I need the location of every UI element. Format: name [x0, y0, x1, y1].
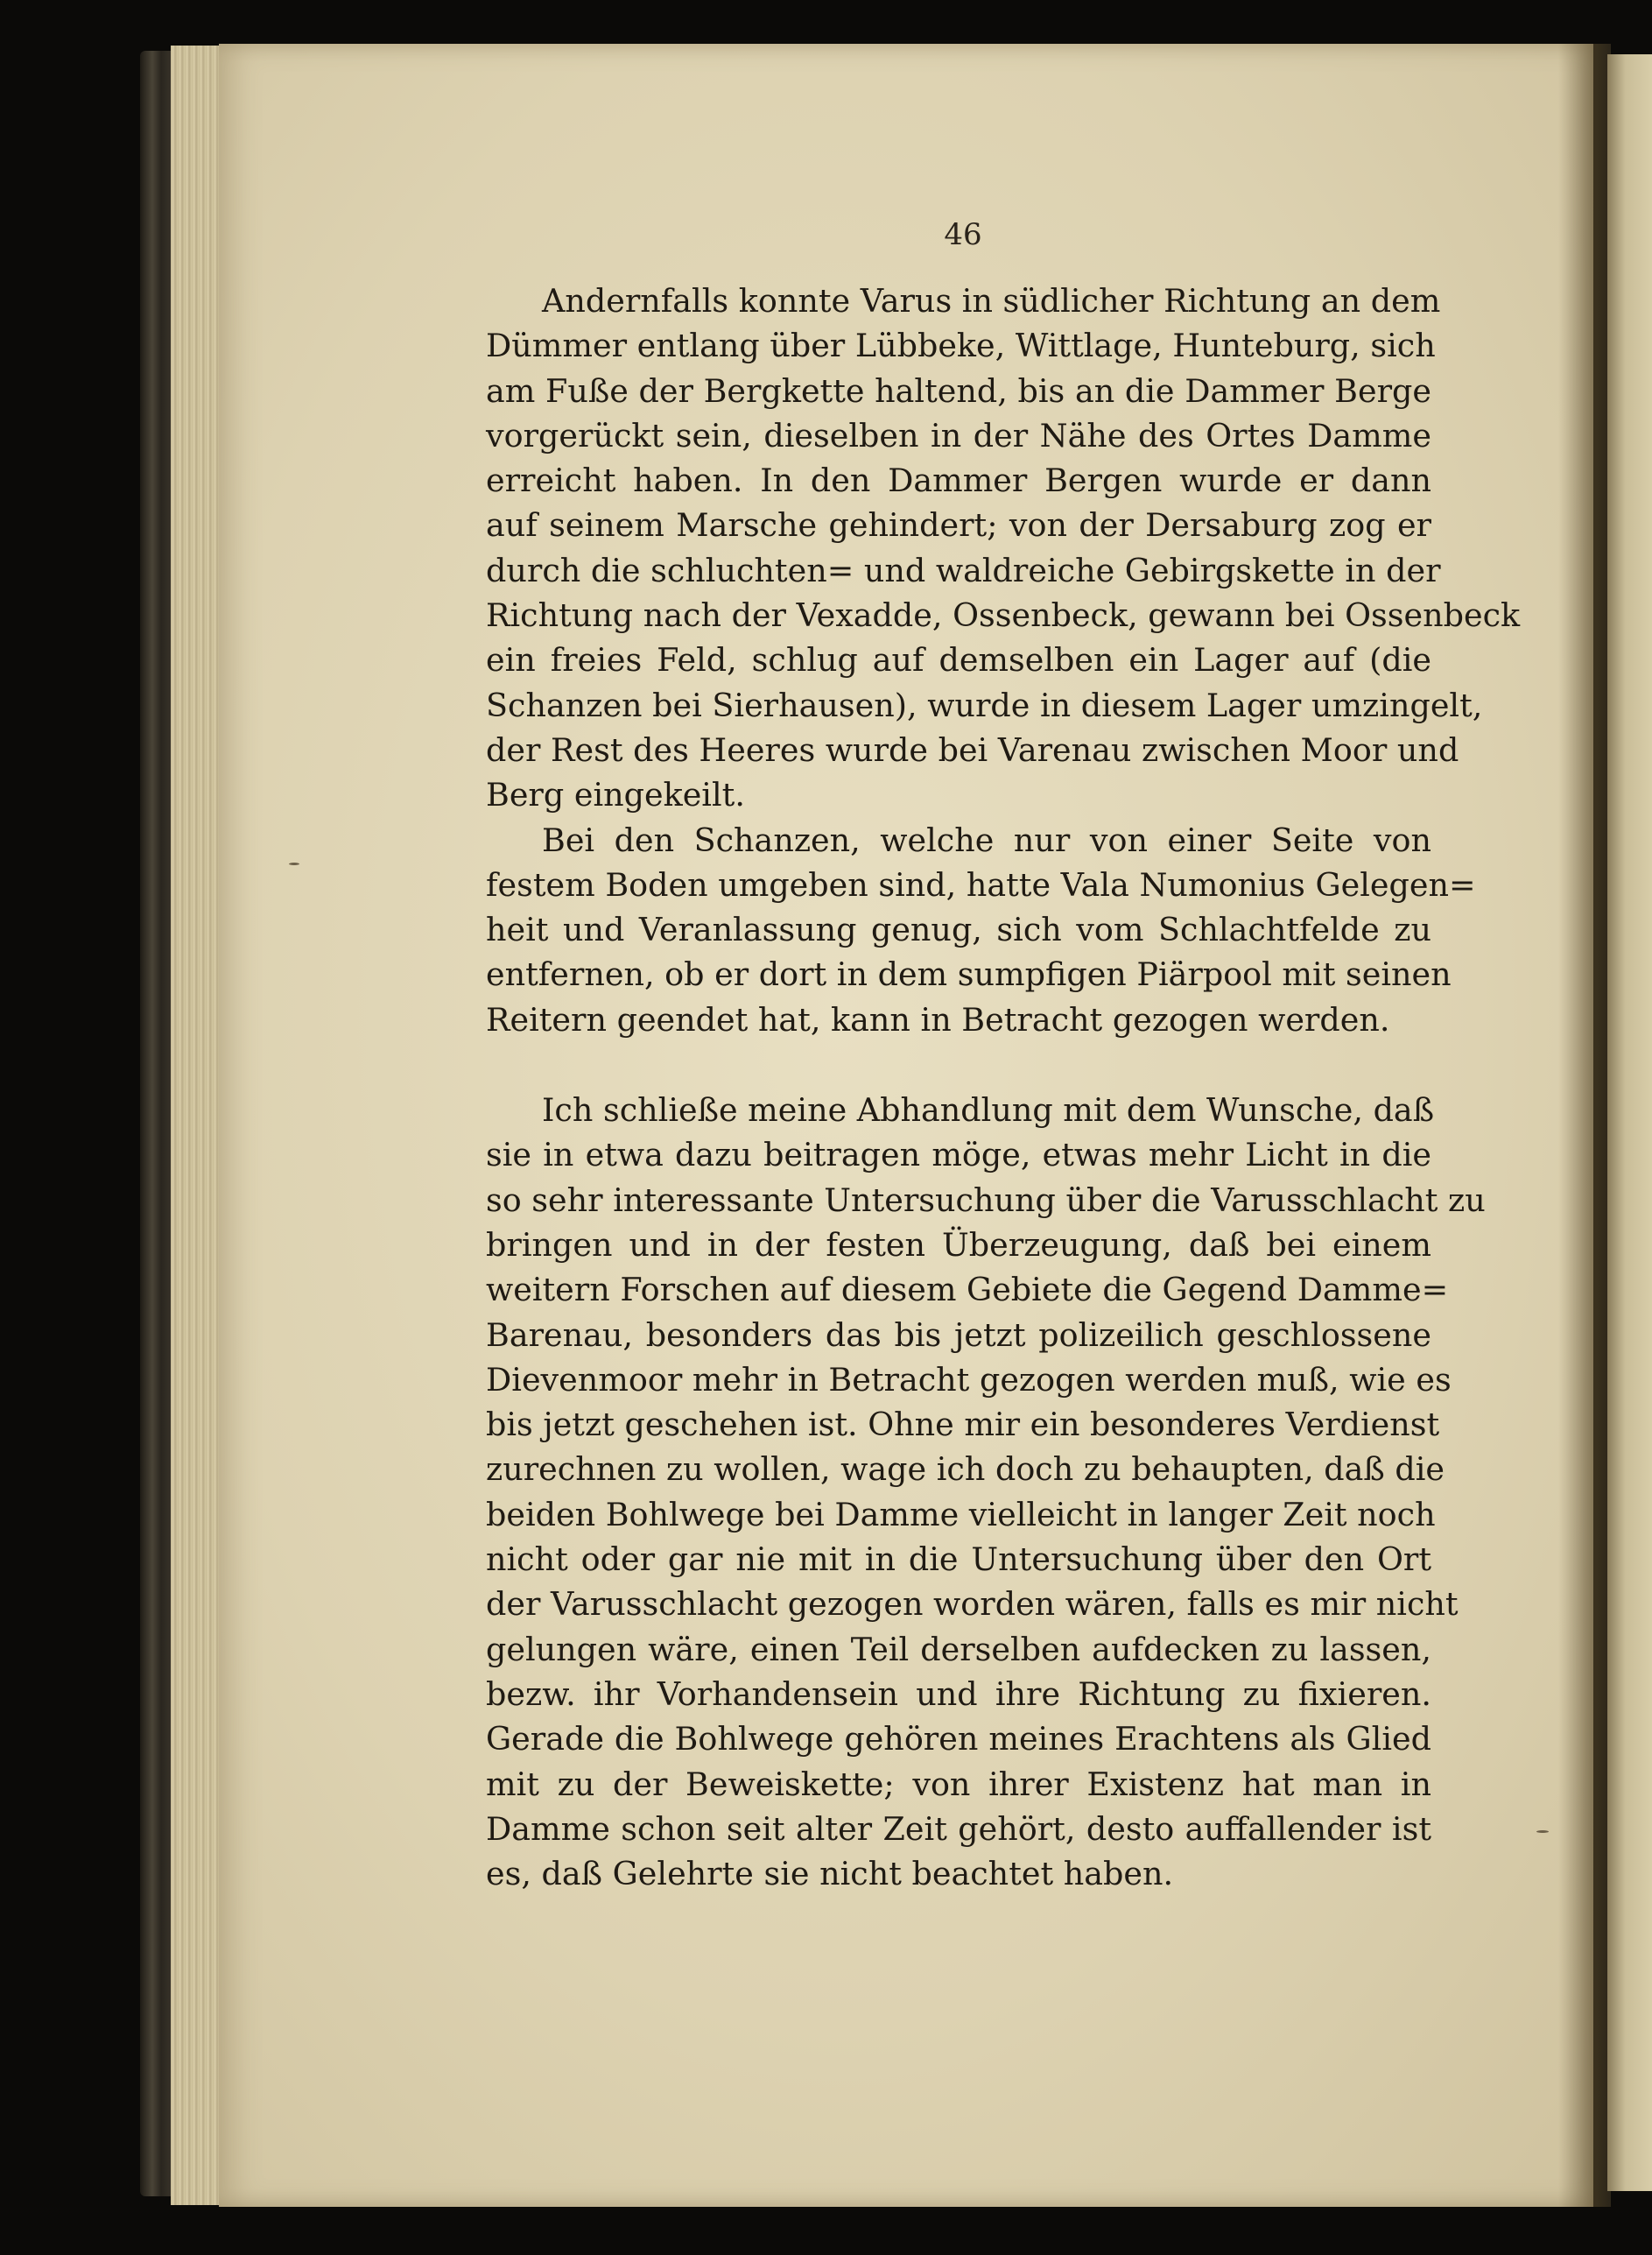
text-line: Dümmer entlang über Lübbeke, Wittlage, Hunteburg, sich — [486, 327, 1436, 365]
text-line: Bei den Schanzen, welche nur von einer Seite von — [542, 821, 1431, 859]
text-line: Gerade die Bohlwege gehören meines Erachtens als Glied — [486, 1720, 1431, 1758]
text-line: Damme schon seit alter Zeit gehört, desto auffallender ist — [486, 1809, 1431, 1848]
text-line: durch die schluchten= und waldreiche Gebirgskette in der — [486, 551, 1441, 589]
text-line: Andernfalls konnte Varus in südlicher Richtung an dem — [542, 282, 1441, 320]
paper-speck — [1536, 1830, 1549, 1833]
text-line: weitern Forschen auf diesem Gebiete die Gegend Damme= — [486, 1271, 1449, 1309]
text-line: vorgerückt sein, dieselben in der Nähe des Ortes Damme — [486, 416, 1431, 455]
gutter-shadow — [1558, 44, 1611, 2207]
paragraph-gap — [486, 1042, 1431, 1088]
text-line: sie in etwa dazu beitragen möge, etwas mehr Licht in die — [486, 1136, 1431, 1174]
text-line: Richtung nach der Vexadde, Ossenbeck, gewann bei Ossenbeck — [486, 596, 1521, 635]
text-line: bezw. ihr Vorhandensein und ihre Richtung zu fixieren. — [486, 1674, 1431, 1713]
text-line: gelungen wäre, einen Teil derselben aufdecken zu lassen, — [486, 1630, 1431, 1668]
text-line: es, daß Gelehrte sie nicht beachtet haben. — [486, 1855, 1174, 1893]
text-line: entfernen, ob er dort in dem sumpfigen Piärpool mit seinen — [486, 955, 1452, 994]
text-line: ein freies Feld, schlug auf demselben ein Lager auf (die — [486, 641, 1431, 680]
text-line: beiden Bohlwege bei Damme vielleicht in langer Zeit noch — [486, 1495, 1436, 1533]
text-line: Dievenmoor mehr in Betracht gezogen werden muß, wie es — [486, 1360, 1452, 1399]
text-line: Barenau, besonders das bis jetzt polizeilich geschlossene — [486, 1315, 1431, 1354]
page-stack-edge — [171, 46, 223, 2205]
text-line: der Rest des Heeres wurde bei Varenau zwischen Moor und — [486, 730, 1459, 769]
text-line: am Fuße der Bergkette haltend, bis an die Dammer Berge — [486, 371, 1431, 410]
text-line: mit zu der Beweiskette; von ihrer Existenz hat man in — [486, 1765, 1431, 1803]
text-line: Berg eingekeilt. — [486, 776, 745, 814]
book-spine-edge — [140, 51, 175, 2196]
text-line: zurechnen zu wollen, wage ich doch zu behaupten, daß die — [486, 1450, 1445, 1489]
text-line: der Varusschlacht gezogen worden wären, falls es mir nicht — [486, 1585, 1459, 1624]
text-line: auf seinem Marsche gehindert; von der Dersaburg zog er — [486, 506, 1431, 545]
text-line: Ich schließe meine Abhandlung mit dem Wunsche, daß — [542, 1091, 1435, 1130]
text-line: erreicht haben. In den Dammer Bergen wurde er dann — [486, 462, 1431, 500]
text-line: heit und Veranlassung genug, sich vom Schlachtfelde zu — [486, 911, 1431, 949]
text-line: nicht oder gar nie mit in die Untersuchung über den Ort — [486, 1540, 1431, 1579]
text-line: Reitern geendet hat, kann in Betracht gezogen werden. — [486, 1000, 1390, 1039]
text-line: bis jetzt geschehen ist. Ohne mir ein besonderes Verdienst — [486, 1406, 1440, 1444]
paper-speck — [289, 863, 299, 865]
body-text — [486, 278, 1521, 1896]
facing-page-edge — [1607, 54, 1652, 2191]
page-number: 46 — [944, 217, 982, 252]
text-line: so sehr interessante Untersuchung über die Varusschlacht zu — [486, 1180, 1486, 1219]
text-line: Schanzen bei Sierhausen), wurde in diesem Lager umzingelt, — [486, 686, 1483, 724]
text-line: bringen und in der festen Überzeugung, daß bei einem — [486, 1225, 1431, 1264]
text-line: festem Boden umgeben sind, hatte Vala Numonius Gelegen= — [486, 865, 1476, 904]
